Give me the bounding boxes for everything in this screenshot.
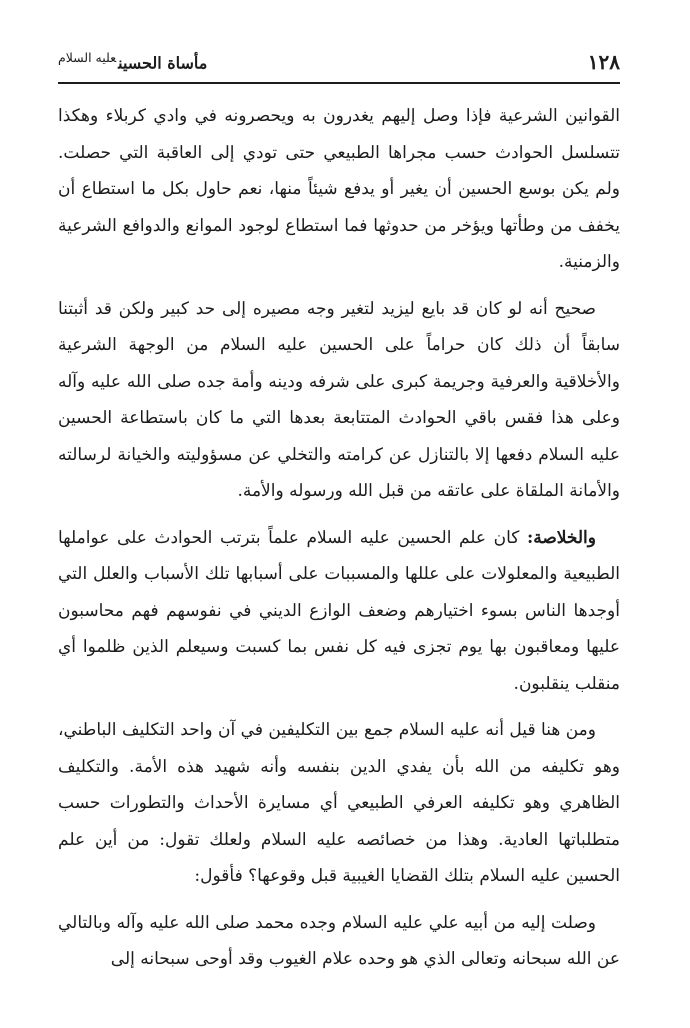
page-number: ١٢٨ [587,50,620,74]
paragraph-text: ومن هنا قيل أنه عليه السلام جمع بين التكليفين في آن واحد التكليف الباطني، وهو تكليفه من الله بأن يفدي الدين بنفسه وأنه شهيد هذه الأمة. والتكليف الظاهري وهو تكليفه العرفي الطبيعي أي مسايرة الأحداث والتطورات حسب متطلباتها العادية. وهذا من خصائصه عليه السلام ولعلك تقول: من أين علم الحسين عليه السلام بتلك القضايا الغيبية قبل وقوعها؟ فأقول: [58,720,620,886]
page-header [58,46,620,82]
header-divider [58,82,620,84]
running-title-text: مأساة الحسين [118,53,208,73]
paragraph-text: كان علم الحسين عليه السلام علماً بترتب الحوادث على عواملها الطبيعية والمعلولات على عللها والمسببات على أسبابها تلك الأسباب والعلل التي أوجدها الناس بسوء اختيارهم وضعف الوازع الديني في نفوسهم فهم محاسبون عليها ومعاقبون بها يوم تجزى فيه كل نفس بما كسبت وسيعلم الذين ظلموا أي منقلب ينقلبون. [58,527,620,694]
paragraph-lead: والخلاصة: [526,527,596,548]
paragraph-text: القوانين الشرعية فإذا وصل إليهم يغدرون به ويحصرونه في وادي كربلاء وهكذا تتسلسل الحوادث حسب مجراها الطبيعي حتى تودي إلى العاقبة التي حصلت. ولم يكن بوسع الحسين أن يغير أو يدفع شيئاً منها، نعم حاول بكل ما استطاع أن يخفف من وطأتها ويؤخر من حدوثها فما استطاع لوجود الموانع والدوافع الشرعية والزمنية. [58,106,620,272]
paragraph [58,291,620,510]
paragraph [58,98,620,281]
paragraph-text: صحيح أنه لو كان قد بايع ليزيد لتغير وجه مصيره إلى حد كبير ولكن قد أثبتنا سابقاً أن ذلك كان حراماً على الحسين عليه السلام من الوجهة الشرعية والأخلاقية والعرفية وجريمة كبرى على شرفه ودينه وأمة جده صلى الله عليه وآله وعلى هذا فقس باقي الحوادث المتتابعة بعدها التي ما كان باستطاعة الحسين عليه السلام دفعها إلا بالتنازل عن كرامته والتخلي عن مسؤوليته والخيانة لرسالته والأمانة الملقاة على عاتقه من قبل الله ورسوله والأمة. [58,298,620,501]
paragraph [58,520,620,703]
body-text [58,98,620,988]
paragraph [58,712,620,895]
paragraph [58,905,620,978]
paragraph-text: وصلت إليه من أبيه علي عليه السلام وجده محمد صلى الله عليه وآله وبالتالي عن الله سبحانه وتعالى الذي هو وحده علام الغيوب وقد أوحى سبحانه إلى [58,912,620,969]
honorific-glyph: عليه السلام [58,50,117,65]
running-title [58,50,207,72]
